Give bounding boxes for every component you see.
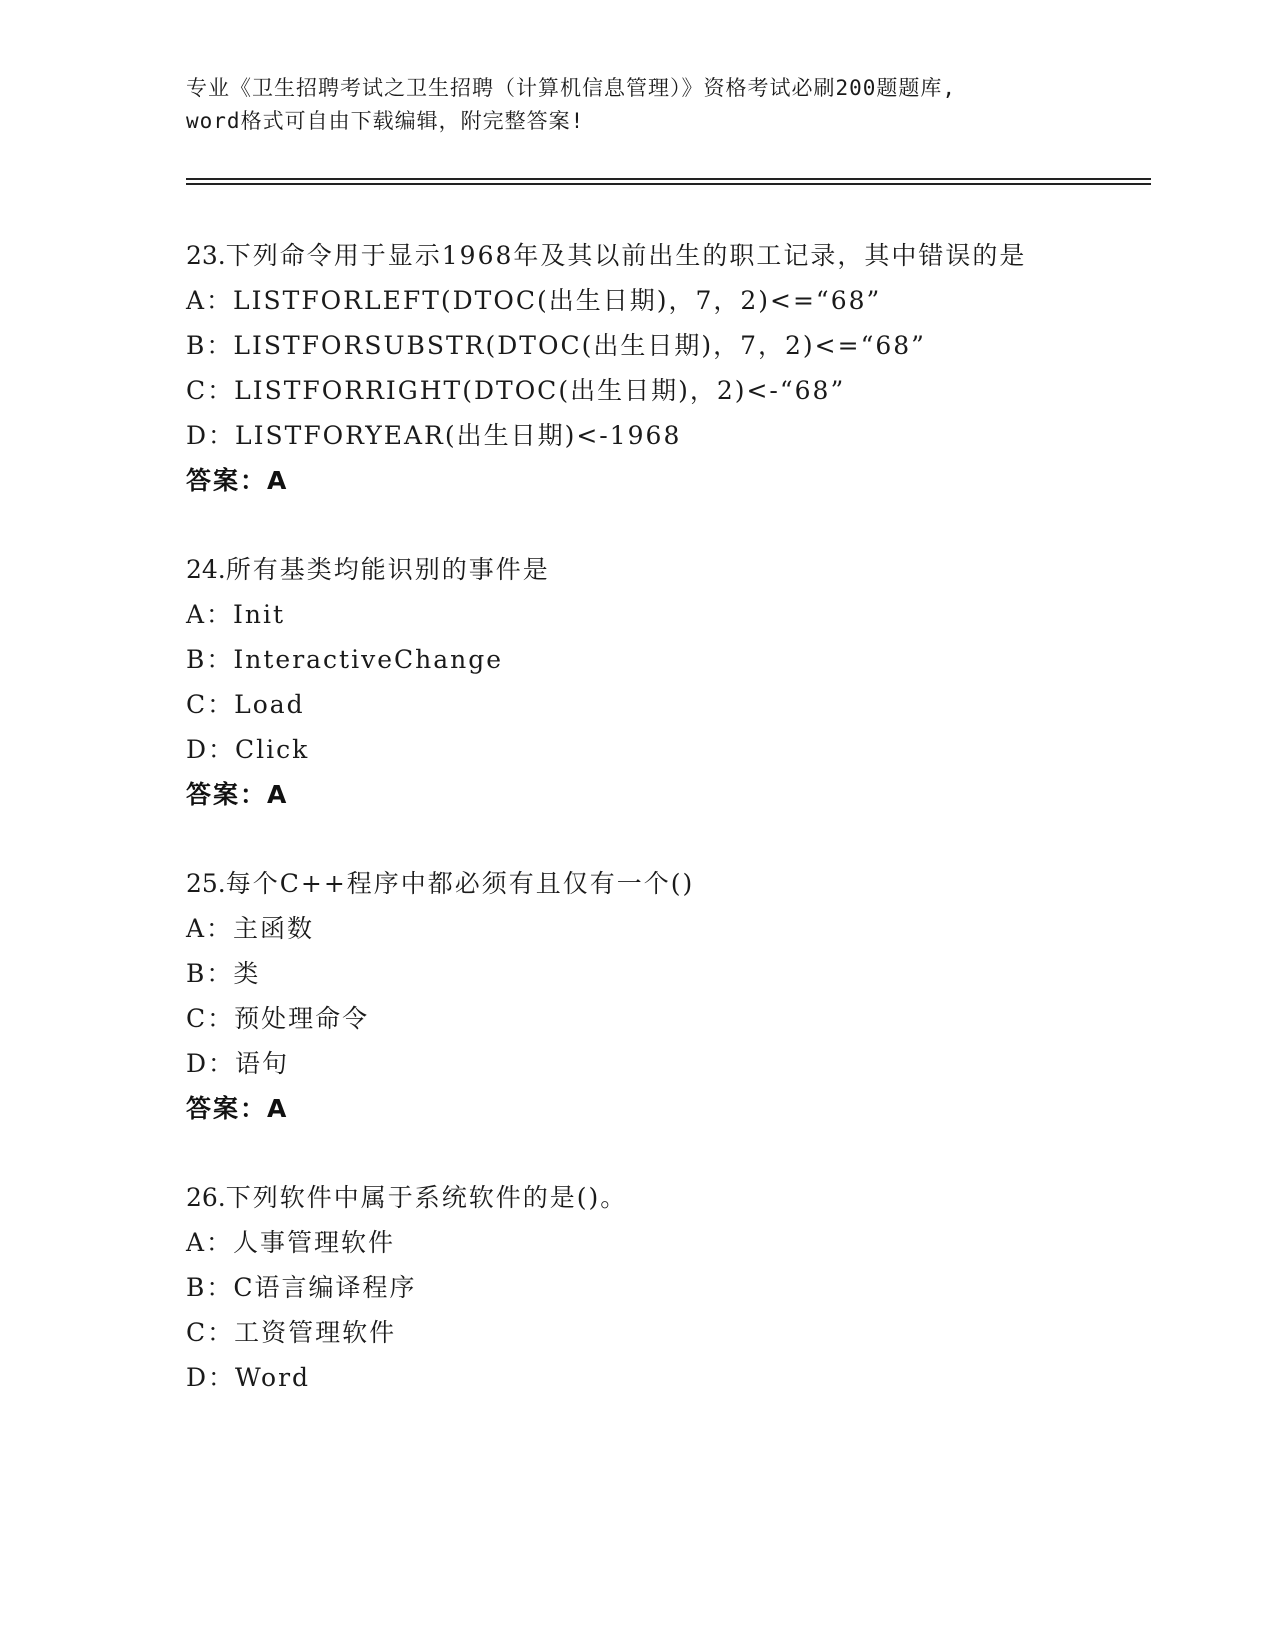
option-a: A：主函数	[186, 914, 315, 943]
question-25	[186, 861, 1086, 1131]
question-number: 23.	[186, 241, 226, 270]
option-c: C：预处理命令	[186, 1004, 370, 1033]
document-header	[186, 72, 1086, 138]
question-body: 每个C++程序中都必须有且仅有一个()	[225, 869, 695, 898]
option-d: D：Click	[186, 735, 310, 764]
question-number: 26.	[186, 1183, 226, 1212]
option-b: B：LISTFORSUBSTR(DTOC(出生日期)，7，2)<=“68”	[186, 331, 926, 360]
header-title-line: 专业《卫生招聘考试之卫生招聘（计算机信息管理）》资格考试必刷200题题库,	[186, 76, 957, 100]
header-subtitle-line: word格式可自由下载编辑，附完整答案!	[186, 109, 585, 133]
option-c: C：Load	[186, 690, 305, 719]
question-text	[186, 1175, 1086, 1220]
option-b: B：类	[186, 959, 261, 988]
question-text	[186, 861, 1086, 906]
question-list	[186, 233, 1086, 1444]
answer-label: 答案：A	[186, 466, 289, 495]
answer-label: 答案：A	[186, 1094, 289, 1123]
answer-label: 答案：A	[186, 780, 289, 809]
question-body: 下列命令用于显示1968年及其以前出生的职工记录，其中错误的是	[225, 241, 1027, 270]
question-text	[186, 233, 1086, 278]
option-a: A：LISTFORLEFT(DTOC(出生日期)，7，2)<=“68”	[186, 286, 882, 315]
option-b: B：InteractiveChange	[186, 645, 504, 674]
header-divider-bottom	[186, 183, 1151, 185]
option-a: A：Init	[186, 600, 286, 629]
question-26	[186, 1175, 1086, 1400]
option-c: C：工资管理软件	[186, 1318, 397, 1347]
option-d: D：语句	[186, 1049, 290, 1078]
question-23	[186, 233, 1086, 503]
option-d: D：LISTFORYEAR(出生日期)<-1968	[186, 421, 682, 450]
question-body: 所有基类均能识别的事件是	[225, 555, 550, 584]
question-text	[186, 547, 1086, 592]
option-c: C：LISTFORRIGHT(DTOC(出生日期)，2)<-“68”	[186, 376, 846, 405]
question-body: 下列软件中属于系统软件的是()。	[225, 1183, 628, 1212]
option-a: A：人事管理软件	[186, 1228, 396, 1257]
question-number: 24.	[186, 555, 226, 584]
header-divider-top	[186, 178, 1151, 180]
question-24	[186, 547, 1086, 817]
option-b: B：C语言编译程序	[186, 1273, 417, 1302]
question-number: 25.	[186, 869, 226, 898]
option-d: D：Word	[186, 1363, 311, 1392]
